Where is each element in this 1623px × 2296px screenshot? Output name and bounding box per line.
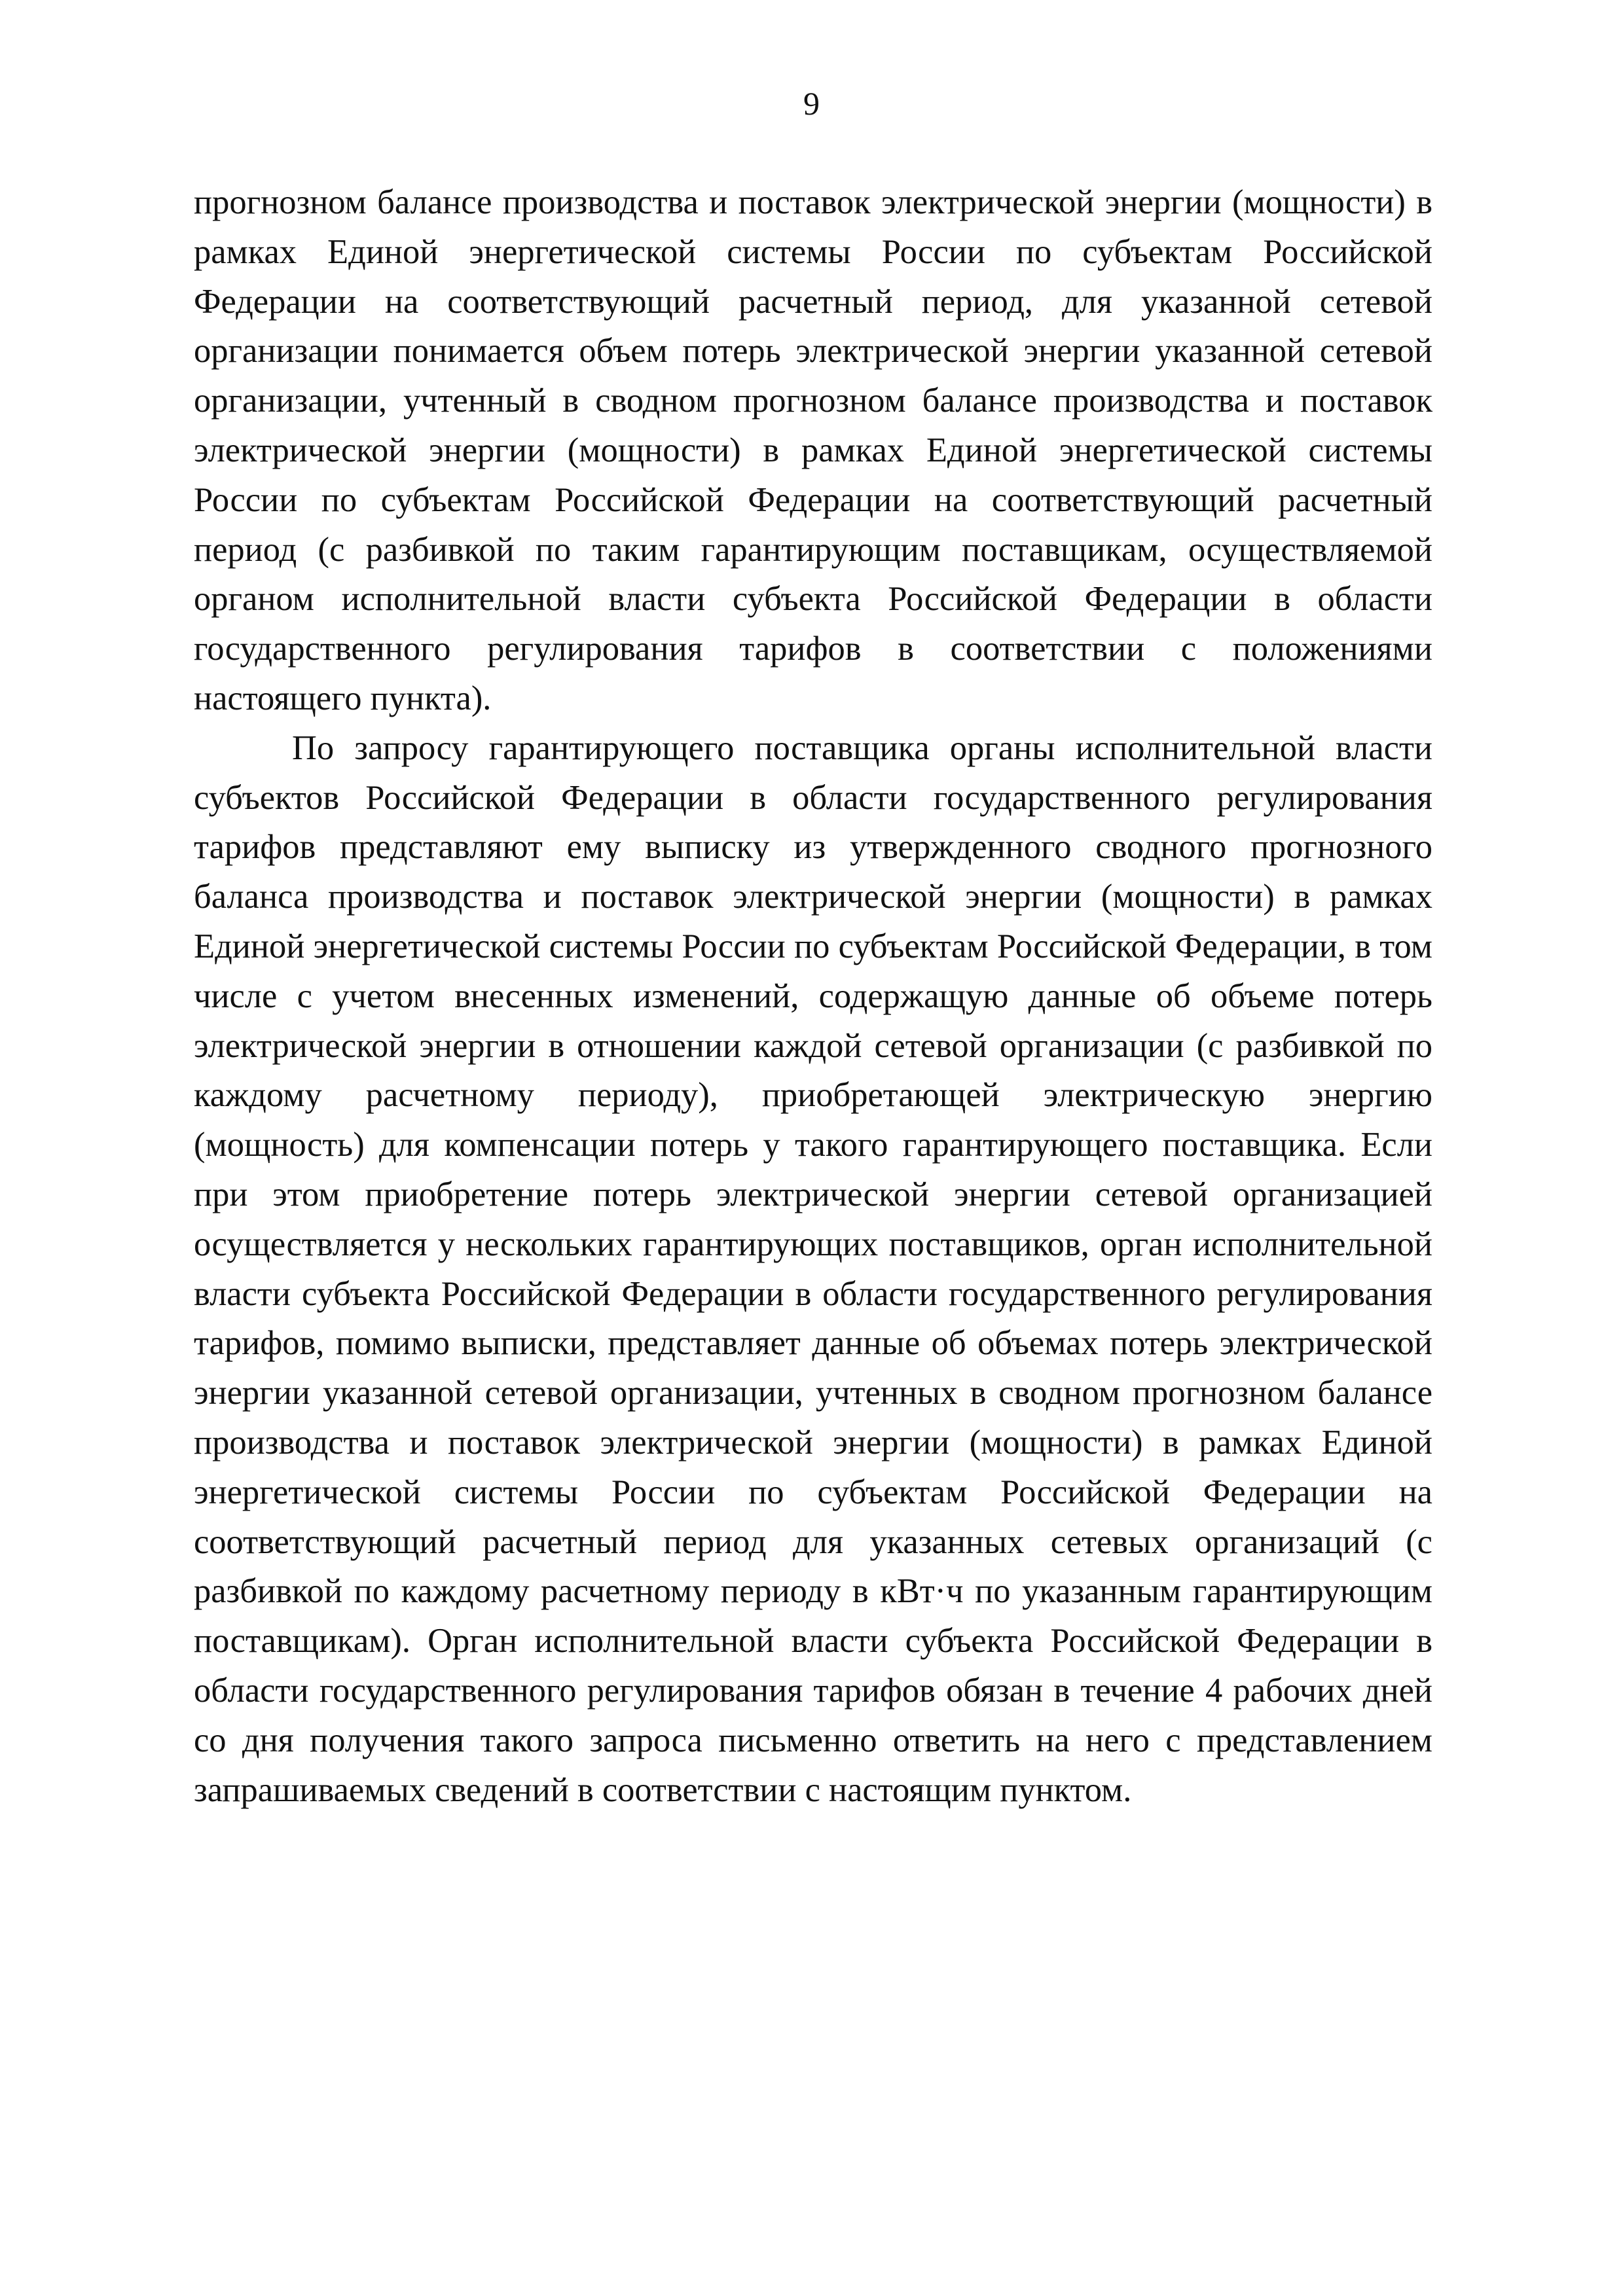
page-number: 9 xyxy=(803,85,820,122)
paragraph-continuation: прогнозном балансе производства и поставок электрической энергии (мощности) в рамках Единой энергетической системы России по субъектам Российской Федерации на соответствующий расчетный период, для указанной сетевой организации понимается объем потерь электрической энергии указанной сетевой организации, учтенный в сводном прогнозном балансе производства и поставок электрической энергии (мощности) в рамках Единой энергетической системы России по субъектам Российской Федерации на соответствующий расчетный период (с разбивкой по таким гарантирующим поставщикам, осуществляемой органом исполнительной власти субъекта Российской Федерации в области государственного регулирования тарифов в соответствии с положениями настоящего пункта). xyxy=(194,183,1432,717)
paragraph-request-procedure: По запросу гарантирующего поставщика органы исполнительной власти субъектов Российской Федерации в области государственного регулирования тарифов представляют ему выписку из утвержденного сводного прогнозного баланса производства и поставок электрической энергии (мощности) в рамках Единой энергетической системы России по субъектам Российской Федерации, в том числе с учетом внесенных изменений, содержащую данные об объеме потерь электрической энергии в отношении каждой сетевой организации (с разбивкой по каждому расчетному периоду), приобретающей электрическую энергию (мощность) для компенсации потерь у такого гарантирующего поставщика. Если при этом приобретение потерь электрической энергии сетевой организацией осуществляется у нескольких гарантирующих поставщиков, орган исполнительной власти субъекта Российской Федерации в области государственного регулирования тарифов, помимо выписки, представляет данные об объемах потерь электрической энергии указанной сетевой организации, учтенных в сводном прогнозном балансе производства и поставок электрической энергии (мощности) в рамках Единой энергетической системы России по субъектам Российской Федерации на соответствующий расчетный период для указанных сетевых организаций (с разбивкой по каждому расчетному периоду в кВт·ч по указанным гарантирующим поставщикам). Орган исполнительной власти субъекта Российской Федерации в области государственного регулирования тарифов обязан в течение 4 рабочих дней со дня получения такого запроса письменно ответить на него с представлением запрашиваемых сведений в соответствии с настоящим пунктом. xyxy=(194,728,1432,1809)
document-body xyxy=(194,178,1432,1815)
